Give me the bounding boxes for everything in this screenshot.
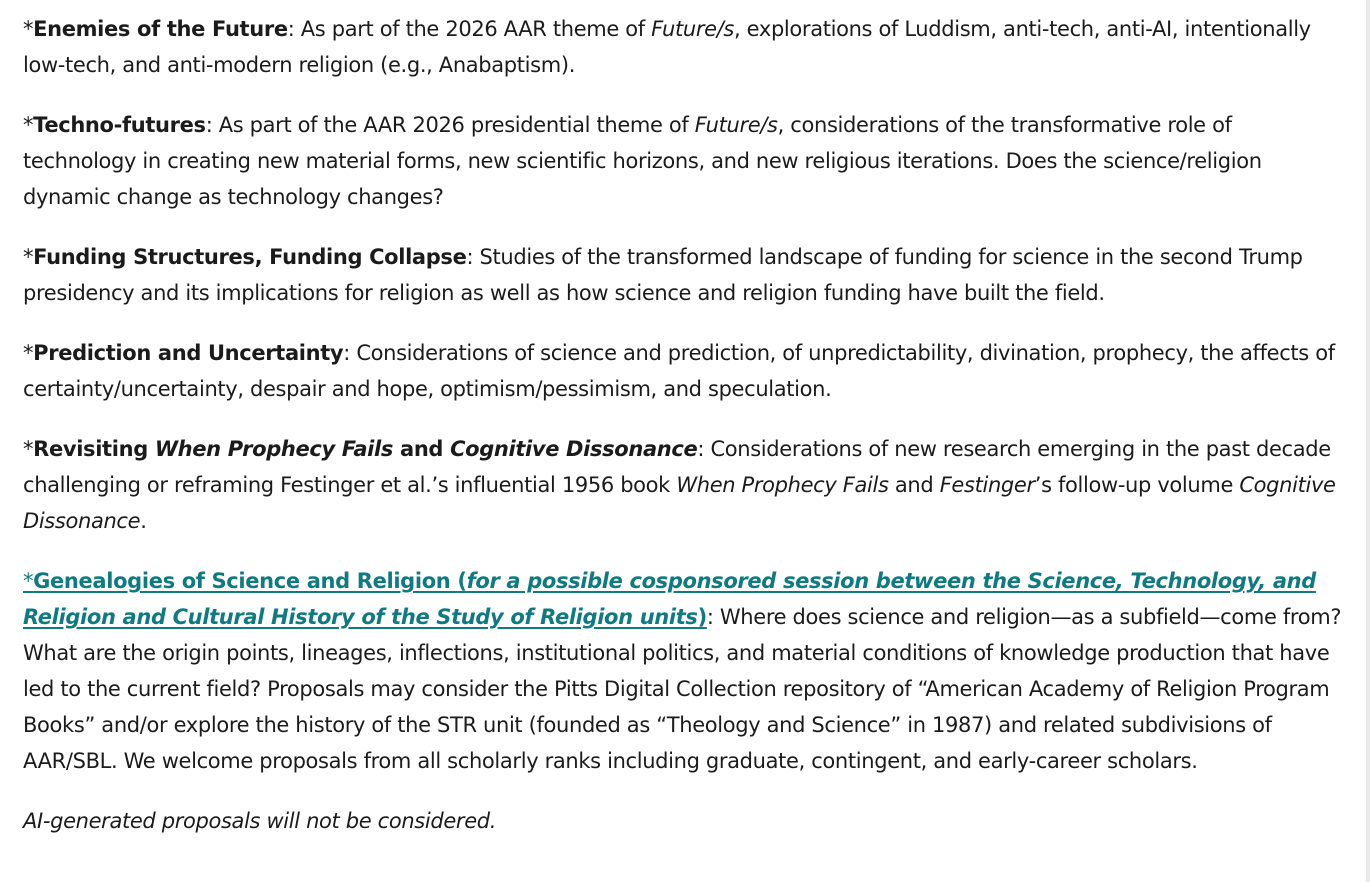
paren-open: (: [457, 569, 467, 593]
book-title: Cognitive Dissonance: [23, 473, 1336, 533]
topic-revisiting-when-prophecy-fails: [23, 431, 1346, 539]
topic-text: , explorations of Luddism, anti-tech, anti-AI, intentionally low-tech, and anti-modern religion (e.g., Anabaptism).: [23, 17, 1311, 77]
ai-policy-note: AI-generated proposals will not be considered.: [23, 809, 497, 833]
topic-title: [33, 437, 697, 461]
topic-text: and: [888, 473, 940, 497]
topic-text: : As part of the AAR 2026 presidential theme of: [205, 113, 695, 137]
topic-text: : Considerations of science and prediction, of unpredictability, divination, prophecy, the affects of certainty/uncertainty, despair and hope, optimism/pessimism, and speculation.: [23, 341, 1335, 401]
topic-text: .: [140, 509, 147, 533]
topic-text: : Studies of the transformed landscape of funding for science in the second Trump presidency and its implications for religion as well as how science and religion funding have built the field.: [23, 245, 1303, 305]
paren-close: ): [697, 605, 707, 629]
topic-title: Genealogies of Science and Religion: [33, 569, 458, 593]
topic-title-part: Revisiting: [33, 437, 155, 461]
topic-title: Prediction and Uncertainty: [33, 341, 344, 365]
author-name: Festinger: [939, 473, 1035, 497]
topic-prediction-and-uncertainty: [23, 335, 1346, 407]
topic-star: *: [23, 245, 34, 269]
topic-star: *: [23, 341, 34, 365]
topic-star: *: [23, 113, 34, 137]
topic-text: , considerations of the transformative role of technology in creating new material forms, new scientific horizons, and new religious iterations. Does the science/religion dynamic change as technology changes?: [23, 113, 1262, 209]
topic-title-book: Cognitive Dissonance: [450, 437, 698, 461]
topic-genealogies: [23, 563, 1346, 779]
topic-title: Techno-futures: [33, 113, 206, 137]
topic-text: ’s follow-up volume: [1034, 473, 1240, 497]
topic-title: Funding Structures, Funding Collapse: [33, 245, 467, 269]
topic-star: *: [23, 17, 34, 41]
scrollbar-track[interactable]: [1366, 0, 1370, 882]
theme-title: Future/s: [651, 17, 735, 41]
topic-enemies-of-the-future: [23, 11, 1346, 83]
theme-title: Future/s: [694, 113, 778, 137]
topic-funding-structures: [23, 239, 1346, 311]
topic-techno-futures: [23, 107, 1346, 215]
topic-title-part: and: [393, 437, 451, 461]
cosponsored-note: for a possible cosponsored session between the Science, Technology, and Religion and Cultural History of the Study of Religion units: [23, 569, 1316, 629]
footer-note: [23, 803, 1346, 839]
topic-text: : Considerations of new research emerging in the past decade challenging or reframing Festinger et al.’s influential 1956 book: [23, 437, 1331, 497]
topic-title: Enemies of the Future: [33, 17, 288, 41]
topic-title-book: When Prophecy Fails: [154, 437, 394, 461]
topic-text: : As part of the 2026 AAR theme of: [287, 17, 652, 41]
topic-star: *: [23, 437, 34, 461]
topic-text: : Where does science and religion—as a subfield—come from? What are the origin points, lineages, inflections, institutional politics, and material conditions of knowledge production that have led to the current field? Proposals may consider the Pitts Digital Collection repository of “American Academy of Religion Program Books” and/or explore the history of the STR unit (founded as “Theology and Science” in 1987) and related subdivisions of AAR/SBL. We welcome proposals from all scholarly ranks including graduate, contingent, and early-career scholars.: [23, 605, 1342, 773]
book-title: When Prophecy Fails: [676, 473, 889, 497]
topic-star: *: [23, 569, 34, 593]
